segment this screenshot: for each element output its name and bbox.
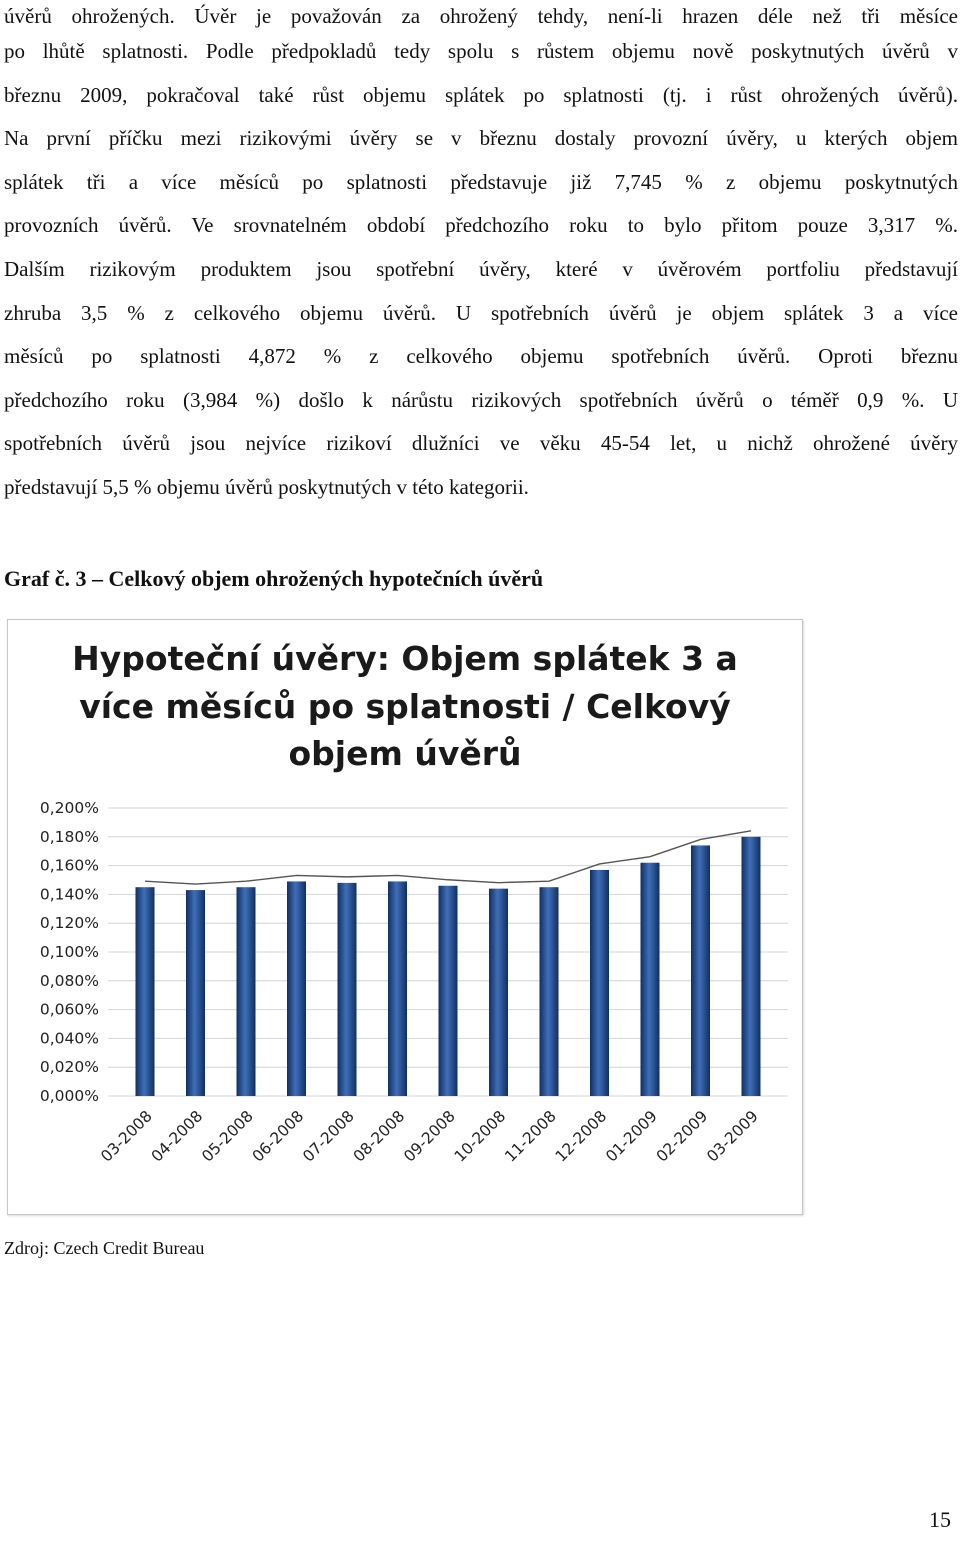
chart-title-line: Hypoteční úvěry: Objem splátek 3 a	[72, 639, 738, 678]
y-tick-label: 0,040%	[39, 1029, 99, 1048]
chart-title-line: objem úvěrů	[288, 734, 522, 773]
bar	[590, 870, 609, 1096]
y-tick-label: 0,200%	[39, 799, 99, 817]
bar	[287, 881, 306, 1096]
x-tick-label: 01-2009	[602, 1107, 661, 1166]
paragraph-line: Dalším rizikovým produktem jsou spotřební úvěry, které v úvěrovém portfoliu představují	[4, 256, 958, 281]
bar	[338, 883, 357, 1096]
y-tick-label: 0,120%	[39, 914, 99, 933]
y-tick-label: 0,020%	[39, 1058, 99, 1077]
x-tick-label: 12-2008	[551, 1107, 611, 1166]
source-note: Zdroj: Czech Credit Bureau	[4, 1238, 205, 1258]
paragraph-line: úvěrů ohrožených. Úvěr je považován za ohrožený tehdy, není-li hrazen déle než tři měsíce	[4, 4, 958, 28]
bar	[540, 887, 559, 1096]
chart-title-line: více měsíců po splatnosti / Celkový	[79, 687, 731, 726]
bar-chart	[8, 620, 802, 1214]
y-tick-label: 0,060%	[39, 1000, 99, 1019]
bar	[186, 890, 205, 1096]
paragraph-line: spotřebních úvěrů jsou nejvíce rizikoví dlužníci ve věku 45-54 let, u nichž ohrožené úvěry	[4, 431, 958, 456]
trend-line	[145, 831, 751, 884]
y-tick-label: 0,180%	[39, 827, 99, 846]
bar	[691, 845, 710, 1096]
x-tick-label: 05-2008	[198, 1107, 257, 1166]
y-tick-label: 0,000%	[39, 1087, 99, 1105]
bar	[237, 887, 256, 1096]
bar	[489, 889, 508, 1096]
x-tick-label: 08-2008	[349, 1107, 409, 1166]
paragraph-line: zhruba 3,5 % z celkového objemu úvěrů. U spotřebních úvěrů je objem splátek 3 a více	[4, 300, 958, 325]
paragraph-line: měsíců po splatnosti 4,872 % z celkového objemu spotřebních úvěrů. Oproti březnu	[4, 344, 958, 369]
x-tick-label: 03-2008	[97, 1107, 156, 1166]
paragraph-line: představují 5,5 % objemu úvěrů poskytnutých v této kategorii.	[4, 474, 529, 499]
bar	[641, 863, 660, 1096]
paragraph-line: předchozího roku (3,984 %) došlo k nárůstu rizikových spotřebních úvěrů o téměř 0,9 %. U	[4, 387, 958, 412]
figure-caption: Graf č. 3 – Celkový objem ohrožených hypotečních úvěrů	[4, 566, 544, 591]
bar	[388, 881, 407, 1096]
x-tick-label: 11-2008	[501, 1107, 560, 1166]
paragraph-line: březnu 2009, pokračoval také růst objemu splátek po splatnosti (tj. i růst ohrožených úvěrů).	[4, 82, 958, 107]
paragraph-line: Na první příčku mezi rizikovými úvěry se v březnu dostaly provozní úvěry, u kterých objem	[4, 126, 958, 151]
x-tick-label: 02-2009	[652, 1107, 712, 1166]
paragraph-line: provozních úvěrů. Ve srovnatelném období předchozího roku to bylo přitom pouze 3,317 %.	[4, 213, 958, 238]
page-number: 15	[929, 1507, 951, 1532]
x-tick-label: 09-2008	[400, 1107, 459, 1166]
paragraph-line: splátek tři a více měsíců po splatnosti představuje již 7,745 % z objemu poskytnutých	[4, 169, 958, 194]
y-tick-label: 0,160%	[39, 856, 99, 875]
chart-container	[7, 619, 803, 1215]
x-tick-label: 07-2008	[299, 1107, 358, 1166]
x-tick-label: 06-2008	[248, 1107, 308, 1166]
y-tick-label: 0,140%	[39, 885, 99, 904]
x-tick-label: 04-2008	[147, 1107, 207, 1166]
y-tick-label: 0,100%	[39, 943, 99, 961]
x-tick-label: 10-2008	[450, 1107, 510, 1166]
y-tick-label: 0,080%	[39, 971, 99, 990]
bar	[439, 886, 458, 1096]
body-paragraph	[4, 2, 958, 510]
x-tick-label: 03-2009	[703, 1107, 762, 1166]
paragraph-line: po lhůtě splatnosti. Podle předpokladů tedy spolu s růstem objemu nově poskytnutých úvěrů v	[4, 39, 958, 63]
bar	[742, 837, 761, 1096]
bar	[136, 887, 155, 1096]
